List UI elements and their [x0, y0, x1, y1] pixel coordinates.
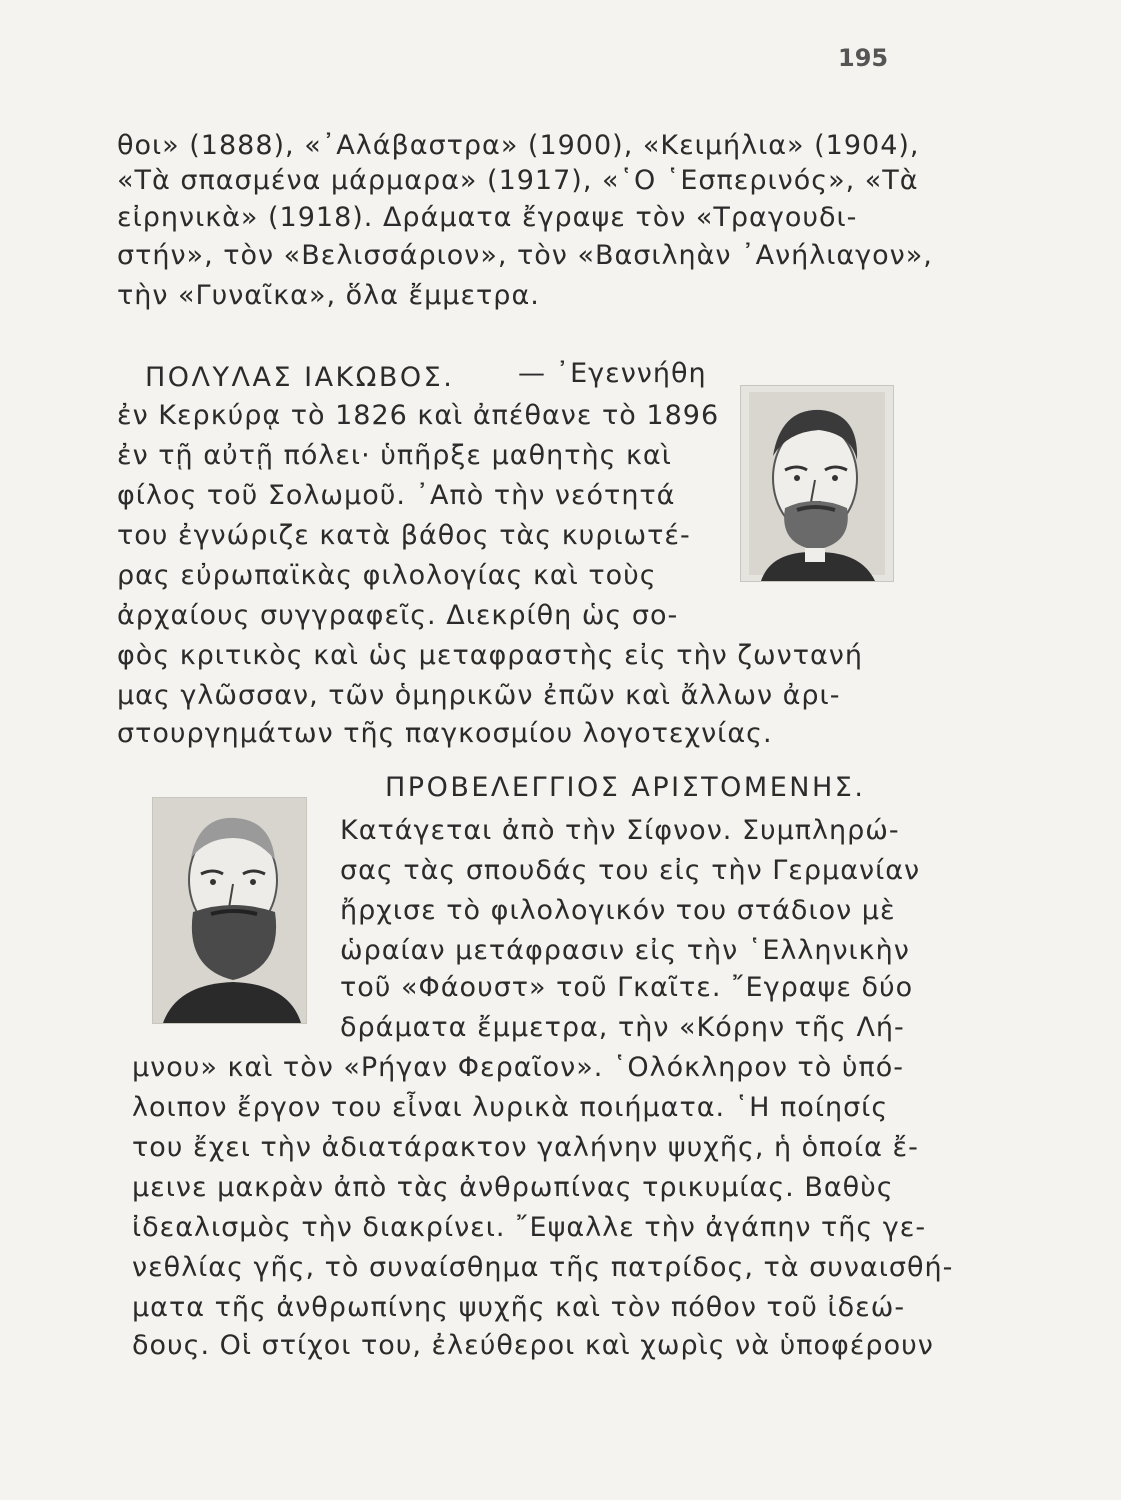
page-number: 195 [838, 44, 889, 72]
text-line: τοῦ «Φάουστ» τοῦ Γκαῖτε. ῎Εγραψε δύο [340, 972, 914, 1003]
text-line: στήν», τὸν «Βελισσάριον», τὸν «Βασιληὰν ᾿Ανήλιαγον», [117, 240, 933, 271]
portrait-drawing [153, 798, 306, 1023]
text-line: φίλος τοῦ Σολωμοῦ. ᾿Απὸ τὴν νεότητά [117, 480, 676, 511]
text-line: μεινε μακρὰν ἀπὸ τὰς ἀνθρωπίνας τρικυμίας. Βαθὺς [132, 1172, 894, 1203]
text-line: μνου» καὶ τὸν «Ρήγαν Φεραῖον». ῾Ολόκληρον τὸ ὑπό- [132, 1052, 905, 1083]
text-line: ἰδεαλισμὸς τὴν διακρίνει. ῎Εψαλλε τὴν ἀγάπην τῆς γε- [132, 1212, 927, 1243]
text-line: δους. Οἱ στίχοι του, ἐλεύθεροι καὶ χωρὶς νὰ ὑποφέρουν [132, 1330, 934, 1361]
text-line: λοιπον ἔργον του εἶναι λυρικὰ ποιήματα. ῾Η ποίησίς [132, 1092, 889, 1123]
text-line: ἐν τῇ αὐτῇ πόλει· ὑπῆρξε μαθητὴς καὶ [117, 440, 672, 471]
text-line: ὡραίαν μετάφρασιν εἰς τὴν ῾Ελληνικὴν [340, 935, 910, 966]
text-line: ἀρχαίους συγγραφεῖς. Διεκρίθη ὡς σο- [117, 600, 679, 631]
text-line: στουργημάτων τῆς παγκοσμίου λογοτεχνίας. [117, 718, 773, 749]
text-line: φὸς κριτικὸς καὶ ὡς μεταφραστὴς εἰς τὴν ζωντανή [117, 640, 863, 671]
text-line: νεθλίας γῆς, τὸ συναίσθημα τῆς πατρίδος, τὰ συναισθή- [132, 1252, 954, 1283]
portrait-polylas [740, 385, 894, 582]
text-line: εἰρηνικὰ» (1918). Δράματα ἔγραψε τὸν «Τραγουδι- [117, 202, 858, 233]
text-line: του ἔχει τὴν ἀδιατάρακτον γαλήνην ψυχῆς, ἡ ὁποία ἔ- [132, 1132, 919, 1163]
text-line: «Τὰ σπασμένα μάρμαρα» (1917), «῾Ο ῾Εσπερινός», «Τὰ [117, 165, 919, 196]
text-line: δράματα ἔμμετρα, τὴν «Κόρην τῆς Λή- [340, 1012, 905, 1043]
entry-heading: ΠΡΟΒΕΛΕΓΓΙΟΣ ΑΡΙΣΤΟΜΕΝΗΣ. [385, 772, 866, 803]
text-line: του ἐγνώριζε κατὰ βάθος τὰς κυριωτέ- [117, 520, 691, 551]
text-line: τὴν «Γυναῖκα», ὅλα ἔμμετρα. [117, 280, 540, 311]
portrait-provelengios [152, 797, 307, 1024]
text-line: Κατάγεται ἀπὸ τὴν Σίφνον. Συμπληρώ- [340, 815, 900, 846]
text-line: μας γλῶσσαν, τῶν ὁμηρικῶν ἐπῶν καὶ ἄλλων ἀρι- [117, 680, 841, 711]
text-line: θοι» (1888), «᾿Αλάβαστρα» (1900), «Κειμήλια» (1904), [117, 130, 920, 161]
text-line: ἐν Κερκύρᾳ τὸ 1826 καὶ ἀπέθανε τὸ 1896 [117, 400, 720, 431]
text-line: σας τὰς σπουδάς του εἰς τὴν Γερμανίαν [340, 855, 921, 886]
entry-heading: ΠΟΛΥΛΑΣ ΙΑΚΩΒΟΣ. [145, 362, 455, 393]
text-line: ἤρχισε τὸ φιλολογικόν του στάδιον μὲ [340, 895, 896, 926]
text-line: ρας εὐρωπαϊκὰς φιλολογίας καὶ τοὺς [117, 560, 657, 591]
portrait-drawing [741, 386, 893, 581]
text-line: — ᾿Εγεννήθη [518, 358, 707, 389]
text-line: ματα τῆς ἀνθρωπίνης ψυχῆς καὶ τὸν πόθον τοῦ ἰδεώ- [132, 1292, 906, 1323]
